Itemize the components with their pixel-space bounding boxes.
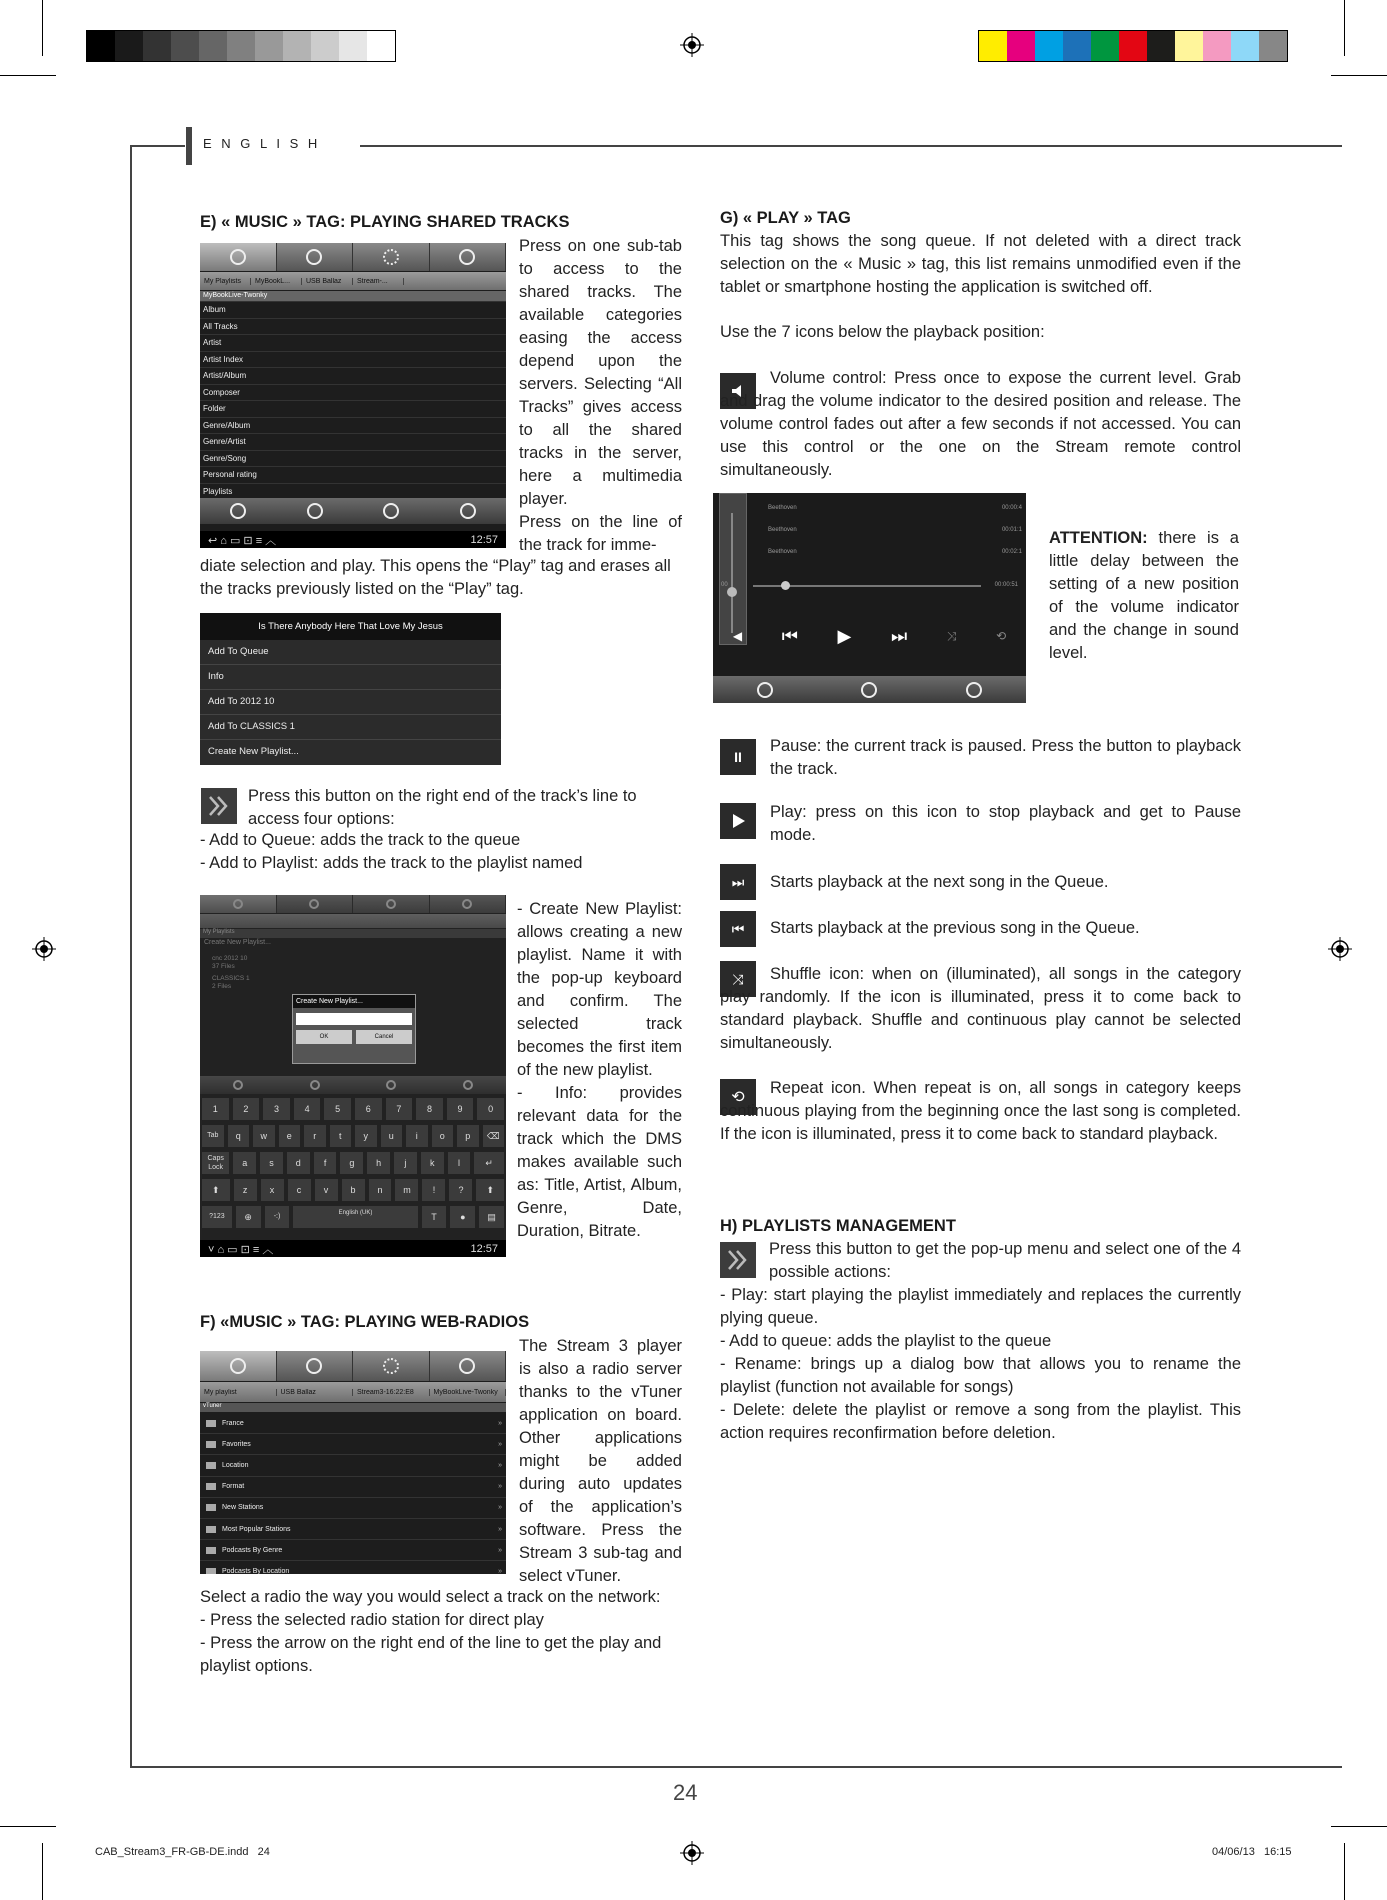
shuffle-icon: ⤨ — [720, 961, 756, 997]
section-g-paragraph-1: This tag shows the song queue. If not deleted with a direct track selection on the « Music » tag, this list remains unmodified even if the tablet or smartphone hosting the application is switched off. — [720, 232, 1241, 296]
clipboard-icon: ▤ — [479, 1206, 504, 1228]
shuffle-description — [720, 963, 1241, 1055]
info-icon — [459, 1358, 475, 1374]
chevron-right-icon: » — [498, 1483, 502, 1491]
color-swatch — [1175, 31, 1203, 61]
key: a — [233, 1152, 256, 1174]
category-list — [200, 291, 506, 500]
key: y — [355, 1125, 377, 1147]
key: 0 — [477, 1098, 504, 1120]
subtab: MyBookL... — [251, 278, 302, 285]
chevron-right-icon: » — [498, 1440, 502, 1448]
color-swatch — [1203, 31, 1231, 61]
screenshot-track-popup — [200, 613, 501, 765]
key: v — [315, 1179, 338, 1201]
gray-swatch — [199, 31, 227, 61]
cancel-button: Cancel — [356, 1030, 412, 1044]
crop-mark — [1331, 75, 1387, 76]
list-item: Album — [200, 302, 506, 319]
key: t — [330, 1125, 352, 1147]
globe-icon: ⊕ — [236, 1206, 261, 1228]
list-item-label: Location — [222, 1461, 249, 1469]
queue-row — [768, 505, 1026, 511]
playlist-name-input — [296, 1013, 412, 1025]
page-frame-top — [130, 145, 185, 147]
section-e-paragraph-2b: diate selection and play. This opens the “Play” tag and erases all the tracks previously listed on the “Play” tag. — [200, 557, 671, 598]
shuffle-icon: ⤨ — [946, 628, 957, 643]
key: ! — [422, 1179, 445, 1201]
help-icon — [966, 682, 982, 698]
chevron-right-icon: » — [498, 1525, 502, 1533]
list-item — [200, 1455, 506, 1476]
list-item: Artist Index — [200, 352, 506, 369]
info-icon — [459, 249, 475, 265]
track-time: 00:00:4 — [1001, 505, 1022, 511]
gray-swatch — [227, 31, 255, 61]
section-h-rename: - Rename: brings up a dialog bow that allows you to rename the playlist (function not available for songs) — [720, 1355, 1241, 1396]
keyboard-row — [202, 1098, 504, 1120]
color-swatch — [979, 31, 1007, 61]
section-h-play: - Play: start playing the playlist immediately and replaces the currently plying queue. — [720, 1286, 1241, 1327]
section-f-option-2: - Press the arrow on the right end of the line to get the play and playlist options. — [200, 1634, 662, 1675]
section-f-paragraph-1: The Stream 3 player is also a radio server thanks to the vTuner application on board. Other applications might be added during auto updates of the application’s software. Press the Stream 3 sub-tag and select vTuner. — [519, 1337, 682, 1585]
key: g — [340, 1152, 363, 1174]
color-swatch — [1259, 31, 1287, 61]
system-bar — [200, 1240, 506, 1257]
gray-swatch — [115, 31, 143, 61]
app-tab-bar — [200, 895, 506, 913]
chevron-right-icon: » — [498, 1546, 502, 1554]
popup-item: Info — [200, 665, 501, 690]
pause-icon: II — [720, 739, 756, 775]
server-subtabs — [200, 272, 506, 290]
gray-swatch — [143, 31, 171, 61]
play-tab — [277, 1351, 354, 1381]
previous-description: Starts playback at the previous song in the Queue. — [770, 919, 1140, 937]
search-music-icon — [233, 899, 243, 909]
list-item-label: Most Popular Stations — [222, 1525, 291, 1533]
list-item: Genre/Artist — [200, 434, 506, 451]
create-playlist-row: Create New Playlist... — [204, 939, 271, 946]
option-add-queue: - Add to Queue: adds the track to the queue — [200, 831, 521, 849]
grayscale-bar — [86, 30, 396, 62]
section-f-option-1: - Press the selected radio station for direct play — [200, 1611, 544, 1629]
volume-description — [720, 367, 1241, 482]
track-title: Beethoven — [768, 527, 797, 533]
folder-icon — [206, 1441, 216, 1448]
subtab: Stream3-16:22:E8 — [353, 1389, 430, 1396]
play-icon — [306, 249, 322, 265]
key: 1 — [202, 1098, 229, 1120]
info-tab — [430, 243, 507, 271]
subtab: My playlist — [200, 1389, 277, 1396]
key: 4 — [294, 1098, 321, 1120]
key: 6 — [355, 1098, 382, 1120]
key: 3 — [263, 1098, 290, 1120]
attention-text: there is a little delay between the setting of a new position of the volume indicator and the change in sound level. — [1049, 529, 1239, 662]
section-f-title: F) «MUSIC » TAG: PLAYING WEB-RADIOS — [200, 1313, 530, 1331]
list-item-label: Favorites — [222, 1440, 251, 1448]
list-header: MyBookLive-Twonky — [200, 291, 506, 302]
crop-mark — [1331, 1826, 1387, 1827]
key: 5 — [324, 1098, 351, 1120]
transport-controls — [713, 621, 1026, 651]
chevron-right-icon: » — [498, 1504, 502, 1512]
backspace-key: ⌫ — [483, 1125, 505, 1147]
registration-mark-icon — [32, 937, 56, 961]
date-info: 04/06/13 16:15 — [1212, 1846, 1292, 1858]
header-tab — [186, 127, 192, 165]
next-description: Starts playback at the next song in the Queue. — [770, 873, 1109, 891]
key: 9 — [447, 1098, 474, 1120]
list-item: Folder — [200, 401, 506, 418]
subtab: USB Ballaz — [277, 1389, 354, 1396]
dialog-title: Create New Playlist... — [293, 995, 415, 1008]
language-label: E N G L I S H — [203, 136, 321, 151]
playlist-row — [212, 975, 250, 991]
folder-icon — [206, 1504, 216, 1511]
popup-item: Create New Playlist... — [208, 746, 299, 757]
create-playlist-dialog — [292, 994, 416, 1064]
options-intro: Press this button on the right end of the track’s line to access four options: — [248, 787, 637, 828]
subtab: My Playlists — [200, 278, 251, 285]
list-item-label: Format — [222, 1483, 245, 1491]
bottom-bar — [200, 498, 506, 524]
subtab: USB Ballaz — [302, 278, 353, 285]
color-swatch — [1231, 31, 1259, 61]
music-tab — [200, 895, 277, 913]
repeat-text: Repeat icon. When repeat is on, all songs in category keeps continuous playing from the beginning once the last song is completed. If the icon is illuminated, press it to come back to standard playback. — [720, 1079, 1241, 1143]
folder-icon — [206, 1526, 216, 1533]
page-number: 24 — [673, 1780, 698, 1805]
section-e-title: E) « MUSIC » TAG: PLAYING SHARED TRACKS — [200, 213, 570, 231]
playlist-count: 37 Files — [212, 963, 235, 970]
crop-mark — [1344, 1843, 1345, 1900]
color-swatch — [1063, 31, 1091, 61]
gear-icon — [383, 1358, 399, 1374]
key: k — [421, 1152, 444, 1174]
attention-note — [1049, 527, 1239, 665]
gray-swatch — [171, 31, 199, 61]
color-swatch — [1035, 31, 1063, 61]
clock: 12:57 — [470, 1242, 498, 1255]
chevron-right-icon: » — [498, 1567, 502, 1574]
playlist-count: 2 Files — [212, 983, 232, 990]
section-g-paragraph-2: Use the 7 icons below the playback position: — [720, 323, 1045, 341]
gray-swatch — [311, 31, 339, 61]
attention-label: ATTENTION: — [1049, 529, 1148, 547]
section-h-intro: Press this button to get the pop-up menu and select one of the 4 possible actions: — [769, 1240, 1241, 1281]
enter-key: ↵ — [474, 1152, 504, 1174]
page-frame-top-right — [360, 145, 1342, 147]
home-icon — [310, 1080, 320, 1090]
list-item: Composer — [200, 385, 506, 402]
list-item-label: New Stations — [222, 1504, 264, 1512]
registration-mark-icon — [1328, 937, 1352, 961]
color-swatch — [1007, 31, 1035, 61]
server-subtabs — [200, 1382, 506, 1402]
ok-button: OK — [296, 1030, 352, 1044]
key: d — [287, 1152, 310, 1174]
folder-icon — [206, 1420, 216, 1427]
popup-item: Add To Queue — [200, 640, 501, 665]
list-item: Playlists — [200, 484, 506, 501]
settings-tab — [353, 1351, 430, 1381]
info-icon — [462, 899, 472, 909]
screenshot-play-tag — [713, 493, 1026, 703]
section-h-delete: - Delete: delete the playlist or remove a song from the playlist. This action requires reconfirmation before deletion. — [720, 1401, 1241, 1442]
search-music-icon — [230, 1358, 246, 1374]
repeat-icon: ⟲ — [720, 1079, 756, 1115]
play-icon: ▶ — [837, 625, 852, 646]
key: l — [448, 1152, 471, 1174]
track-time: 00:01:1 — [1001, 527, 1022, 533]
registration-mark-icon — [680, 33, 704, 57]
position-time: 00:00:51 — [994, 582, 1018, 588]
music-tab — [200, 243, 277, 271]
play-icon — [309, 899, 319, 909]
server-subtabs — [200, 914, 506, 928]
volume-slider-track — [731, 513, 733, 633]
gray-swatch — [87, 31, 115, 61]
track-title: Beethoven — [768, 505, 797, 511]
list-item — [200, 1434, 506, 1455]
track-title: Beethoven — [768, 549, 797, 555]
key: x — [261, 1179, 284, 1201]
subtab: MyBookLive-Twonky — [430, 1389, 507, 1396]
key: r — [304, 1125, 326, 1147]
key: Tab — [202, 1125, 224, 1147]
list-item: Personal rating — [200, 467, 506, 484]
keyboard-row — [202, 1125, 504, 1147]
shift-key: ⬆ — [202, 1179, 230, 1201]
home-icon — [307, 503, 323, 519]
gear-icon — [386, 899, 396, 909]
previous-icon: ⏮ — [720, 911, 756, 947]
track-time: 00:02:1 — [1001, 549, 1022, 555]
search-music-icon — [230, 249, 246, 265]
key: -:) — [265, 1206, 290, 1228]
list-item: Genre/Album — [200, 418, 506, 435]
shift-key: ⬆ — [476, 1179, 504, 1201]
folder-icon — [206, 1547, 216, 1554]
screenshot-music-tag — [200, 243, 506, 548]
section-e-paragraph-1: Press on one sub-tab to access to the shared tracks. The available categories easing the access depend upon the servers. Selecting “All Tracks” gives access to all the shared tracks in the server, here a multimedia player. — [519, 237, 682, 508]
screenshot-web-radio — [200, 1351, 506, 1574]
color-swatch — [1147, 31, 1175, 61]
clock: 12:57 — [470, 533, 498, 546]
key: j — [394, 1152, 417, 1174]
nav-icons: ˅ ⌂ ▭ ⊡ ≡ ︿ — [208, 1243, 274, 1256]
color-swatch — [1119, 31, 1147, 61]
space-key: English (UK) — [293, 1206, 417, 1228]
position-knob — [781, 581, 790, 590]
key: z — [234, 1179, 257, 1201]
crop-mark — [1344, 0, 1345, 56]
playlist-name: cnc 2012 10 — [212, 955, 248, 962]
list-item-label: France — [222, 1419, 244, 1427]
file-info: CAB_Stream3_FR-GB-DE.indd 24 — [95, 1846, 270, 1858]
list-item-label: Podcasts By Location — [222, 1567, 290, 1574]
app-tab-bar — [200, 1351, 506, 1381]
registration-mark-icon — [680, 1841, 704, 1865]
repeat-description — [720, 1077, 1241, 1146]
nav-icons: ↩ ⌂ ▭ ⊡ ≡ ︿ — [208, 534, 277, 547]
color-swatch — [1091, 31, 1119, 61]
text-style-icon: T — [422, 1206, 447, 1228]
key: p — [457, 1125, 479, 1147]
chevron-right-icon: » — [498, 1419, 502, 1427]
key: n — [369, 1179, 392, 1201]
key: b — [342, 1179, 365, 1201]
help-icon — [460, 503, 476, 519]
gear-icon — [383, 249, 399, 265]
key: 2 — [233, 1098, 260, 1120]
list-item — [200, 1519, 506, 1540]
section-e-paragraph-4: - Info: provides relevant data for the track which the DMS makes available such as: Title, Artist, Album, Genre, Date, Duration, Bitrate. — [517, 1084, 682, 1240]
popup-item: Add To CLASSICS 1 — [200, 715, 501, 740]
page-frame-left — [130, 145, 132, 1767]
microphone-icon: ● — [450, 1206, 475, 1228]
radio-list — [200, 1413, 506, 1574]
gray-swatch — [283, 31, 311, 61]
position-start: 00 — [721, 582, 728, 588]
list-item-label: Podcasts By Genre — [222, 1546, 283, 1554]
shuffle-text: Shuffle icon: when on (illuminated), all songs in the category play randomly. If the icon is illuminated, press it to come back to standard playback. Shuffle and continuous play cannot be selected simultaneously. — [720, 965, 1241, 1052]
keyboard-row — [202, 1206, 504, 1228]
volume-icon: ◀ — [732, 629, 743, 643]
key: ?123 — [202, 1206, 232, 1228]
crop-mark — [0, 75, 56, 76]
section-g-title: G) « PLAY » TAG — [720, 209, 851, 227]
volume-text: Volume control: Press once to expose the current level. Grab and drag the volume indicator to the desired position and release. The volume control fades out after a few seconds if not accessed. You can use this control or the one on the Stream remote control simultaneously. — [720, 369, 1241, 479]
gray-swatch — [255, 31, 283, 61]
help-icon — [463, 1080, 473, 1090]
option-add-playlist: - Add to Playlist: adds the track to the playlist named — [200, 854, 583, 872]
list-item — [200, 1540, 506, 1561]
volume-slider-knob — [727, 587, 737, 597]
popup-item: Add To 2012 10 — [200, 690, 501, 715]
key: o — [432, 1125, 454, 1147]
gray-swatch — [339, 31, 367, 61]
list-item — [200, 1477, 506, 1498]
section-h-queue: - Add to queue: adds the playlist to the queue — [720, 1332, 1052, 1350]
key: Caps Lock — [202, 1152, 229, 1174]
playlist-name: CLASSICS 1 — [212, 975, 250, 982]
dialog-buttons — [293, 1030, 415, 1044]
play-tab — [277, 243, 354, 271]
crop-mark — [0, 1826, 56, 1827]
page-frame-bottom — [130, 1766, 1342, 1768]
volume-icon — [383, 503, 399, 519]
list-item — [200, 1413, 506, 1434]
folder-icon — [206, 1568, 216, 1574]
section-e-paragraph-3: - Create New Playlist: allows creating a new playlist. Name it with the pop-up keyboard and confirm. The selected track becomes the first item of the new playlist. — [517, 900, 682, 1079]
info-tab — [430, 895, 507, 913]
play-icon — [720, 803, 756, 839]
list-item: Artist — [200, 335, 506, 352]
screenshot-create-playlist — [200, 895, 506, 1257]
volume-icon — [861, 682, 877, 698]
info-tab — [430, 1351, 507, 1381]
key: ? — [449, 1179, 472, 1201]
key: h — [367, 1152, 390, 1174]
system-bar — [200, 531, 506, 548]
key: 7 — [386, 1098, 413, 1120]
play-icon — [306, 1358, 322, 1374]
chevron-right-icon — [201, 788, 237, 824]
music-tab — [200, 1351, 277, 1381]
settings-tab — [353, 895, 430, 913]
folder-icon — [206, 1462, 216, 1469]
key: q — [228, 1125, 250, 1147]
list-header: My Playlists — [200, 929, 506, 938]
color-bar — [978, 30, 1288, 62]
queue-row — [768, 527, 1026, 533]
home-icon — [757, 682, 773, 698]
bottom-bar — [200, 1076, 506, 1094]
key: s — [260, 1152, 283, 1174]
key: e — [279, 1125, 301, 1147]
volume-icon — [386, 1080, 396, 1090]
list-item: All Tracks — [200, 319, 506, 336]
keyboard-row — [202, 1179, 504, 1201]
key: 8 — [416, 1098, 443, 1120]
playlist-row — [212, 955, 247, 971]
section-f-paragraph-2: Select a radio the way you would select a track on the network: — [200, 1588, 661, 1606]
play-description: Play: press on this icon to stop playback and get to Pause mode. — [770, 803, 1241, 844]
list-item: Artist/Album — [200, 368, 506, 385]
crop-mark — [42, 1843, 43, 1900]
section-h-title: H) PLAYLISTS MANAGEMENT — [720, 1217, 956, 1235]
key: w — [253, 1125, 275, 1147]
crop-mark — [42, 0, 43, 56]
queue-row — [768, 549, 1026, 555]
list-item — [200, 1561, 506, 1574]
subtab: Stream-... — [353, 278, 404, 285]
list-header: vTuner — [200, 1403, 506, 1412]
key: c — [288, 1179, 311, 1201]
bottom-bar — [713, 676, 1026, 703]
play-tab — [277, 895, 354, 913]
next-icon: ⏭ — [720, 864, 756, 900]
keyboard-row — [202, 1152, 504, 1174]
settings-tab — [353, 243, 430, 271]
gray-swatch — [367, 31, 395, 61]
back-icon — [233, 1080, 243, 1090]
key: f — [314, 1152, 337, 1174]
repeat-icon: ⟲ — [996, 629, 1007, 643]
key: u — [381, 1125, 403, 1147]
next-icon: ⏭ — [891, 625, 908, 646]
section-e-paragraph-2a: Press on the line of the track for imme- — [519, 513, 682, 554]
previous-icon: ⏮ — [781, 625, 798, 646]
pause-description: Pause: the current track is paused. Press the button to playback the track. — [770, 737, 1241, 778]
chevron-right-icon: » — [498, 1461, 502, 1469]
key: i — [406, 1125, 428, 1147]
chevron-right-icon — [720, 1242, 756, 1278]
popup-title: Is There Anybody Here That Love My Jesus — [200, 613, 501, 640]
folder-icon — [206, 1483, 216, 1490]
list-item — [200, 1498, 506, 1519]
onscreen-keyboard — [202, 1098, 504, 1228]
list-item: Genre/Song — [200, 451, 506, 468]
key: m — [395, 1179, 418, 1201]
app-tab-bar — [200, 243, 506, 271]
back-icon — [230, 503, 246, 519]
